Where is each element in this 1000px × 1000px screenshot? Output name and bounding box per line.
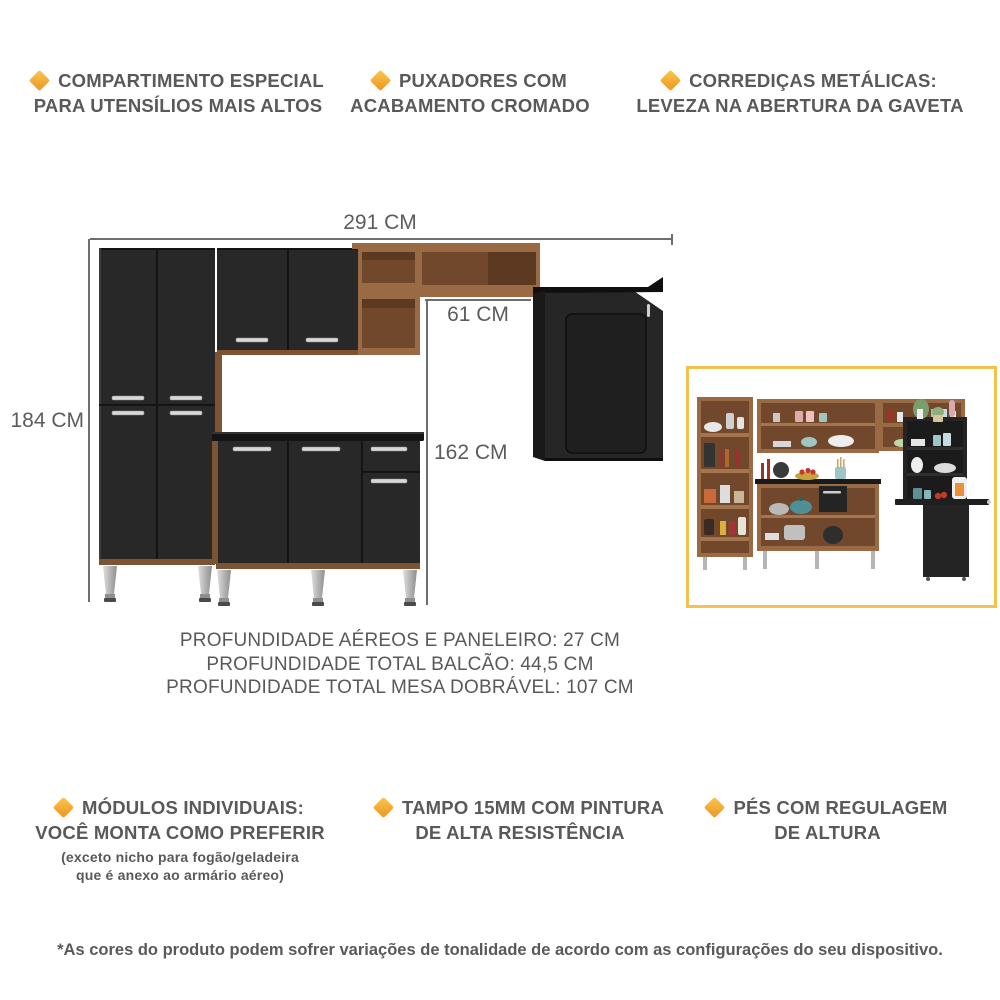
depth-note-line: PROFUNDIDADE TOTAL BALCÃO: 44,5 CM [206,653,594,675]
diamond-icon [53,797,74,818]
feature-line: MÓDULOS INDIVIDUAIS: [82,797,304,818]
color-disclaimer: *As cores do produto podem sofrer variações de tonalidade de acordo com as configurações do seu dispositivo. [57,941,943,959]
feature-compartimento [13,68,343,118]
drawer-seam [362,471,420,473]
diamond-icon [29,70,50,91]
depth-note-line: PROFUNDIDADE AÉREOS E PANELEIRO: 27 CM [179,630,621,651]
feature-modulos [15,795,345,884]
kitchen-set-diagram [80,195,690,625]
dimension-gap-label: 61 CM [447,303,509,326]
dimension-height-label: 184 CM [10,409,84,432]
inset-counter [755,457,881,551]
diamond-icon [660,70,681,91]
feature-line: COMPARTIMENTO ESPECIAL [58,70,324,91]
diamond-icon [704,797,725,818]
adjustable-legs [103,566,417,606]
folding-table [533,277,663,461]
feature-note-line: (exceto nicho para fogão/geladeira [61,849,299,865]
paneleiro-cabinet [99,248,222,565]
feature-puxadores [335,68,605,118]
feature-line: PUXADORES COM [398,70,568,91]
chrome-handle [647,304,650,317]
feature-line: ACABAMENTO CROMADO [350,95,590,116]
diamond-icon [373,797,394,818]
feature-line: LEVEZA NA ABERTURA DA GAVETA [636,95,964,116]
dimension-width-label: 291 CM [343,211,417,234]
inset-aerial [757,399,879,453]
inset-pantry [697,397,753,557]
depth-note-line: PROFUNDIDADE TOTAL MESA DOBRÁVEL: 107 CM [166,677,634,698]
feature-note-line: que é anexo ao armário aéreo) [75,867,285,883]
feature-line: CORREDIÇAS METÁLICAS: [689,70,937,91]
feature-line: DE ALTA RESISTÊNCIA [415,822,625,843]
dimension-counter-height-label: 162 CM [434,441,508,464]
feature-line: TAMPO 15MM COM PINTURA [401,797,665,818]
depth-notes [100,629,700,700]
feature-line: PÉS COM REGULAGEM [733,797,948,818]
feature-tampo [360,795,680,845]
feature-corredicas [630,68,970,118]
feature-line: PARA UTENSÍLIOS MAIS ALTOS [33,95,323,116]
feature-line: DE ALTURA [774,822,881,843]
counter-cabinet [212,432,424,569]
feature-line: VOCÊ MONTA COMO PREFERIR [35,822,325,843]
product-photo-inset [686,366,997,608]
diamond-icon [370,70,391,91]
feature-pes [675,795,980,845]
product-photo-illustration [689,369,994,605]
aerial-cabinet [217,248,358,355]
